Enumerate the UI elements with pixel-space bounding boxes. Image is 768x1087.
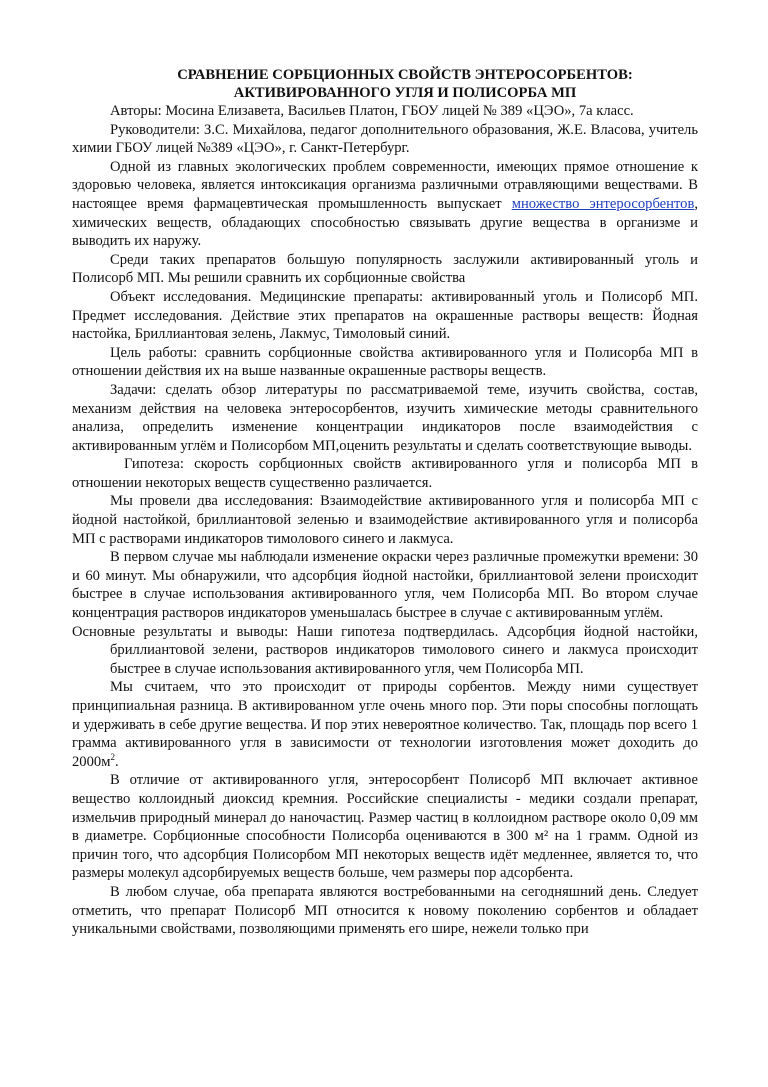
authors-paragraph: Авторы: Мосина Елизавета, Васильев Платон, ГБОУ лицей № 389 «ЦЭО», 7а класс. — [110, 103, 634, 119]
document-title-line-2: АКТИВИРОВАННОГО УГЛЯ И ПОЛИСОРБА МП — [233, 85, 577, 101]
polysorb-paragraph: В отличие от активированного угля, энтеросорбент Полисорб МП включает активное вещество коллоидный диоксид кремния. Российские специалисты - медики создали препарат, измельчив природный минерал до наночастиц. Размер частиц в коллоидном растворе около 0,09 мм в диаметре. Сорбционные способности Полисорба оцениваются в 300 м² на 1 грамм. Одной из причин того, что адсорбция Полисорбом МП некоторых веществ идёт медленнее, является то, что размеры молекул адсорбируемых веществ больше, чем размеры пор адсорбента. — [72, 772, 698, 882]
document-title-line-1: СРАВНЕНИЕ СОРБЦИОННЫХ СВОЙСТВ ЭНТЕРОСОРБЕНТОВ: — [177, 67, 633, 83]
results-paragraph: Основные результаты и выводы: Наши гипотеза подтвердилась. Адсорбция йодной настойки, бриллиантовой зелени, растворов индикаторов тимолового синего и лакмуса происходит быстрее в случае использования активированного угля, чем Полисорба МП. — [72, 623, 698, 677]
object-paragraph: Объект исследования. Медицинские препараты: активированный уголь и Полисорб МП. Предмет исследования. Действие этих препаратов на окрашенные растворы веществ: Йодная настойка, Бриллиантовая зелень, Лакмус, Тимоловый синий. — [72, 288, 698, 343]
intro-paragraph — [72, 158, 698, 251]
observations-paragraph: В первом случае мы наблюдали изменение окраски через различные промежутки времени: 30 и 60 минут. Мы обнаружили, что адсорбция йодной настойки, бриллиантовой зелени происходит быстрее в случае использования активированного угля, чем Полисорба МП. Во втором случае концентрация растворов индикаторов уменьшалась быстрее в случае с активированным углём. — [72, 549, 698, 622]
supervisors-paragraph: Руководители: З.С. Михайлова, педагог дополнительного образования, Ж.Е. Власова, учитель химии ГБОУ лицей №389 «ЦЭО», г. Санкт-Петербург. — [72, 121, 698, 157]
intro-text-start: Одной из главных экологических проблем современности, имеющих прямое отношение к здоровью человека, является интоксикация организма различными отравляющими веществами. В настоящее время фармацевтическая промышленность выпускает — [72, 158, 698, 212]
pores-text-end: . — [114, 753, 119, 770]
pores-text: Мы считаем, что это происходит от природы сорбентов. Между ними существует принципиальная разница. В активированном угле очень много пор. Эти поры способны поглощать и удерживать в себе другие вещества. И пор этих невероятное количество. Так, площадь пор всего 1 грамма активированного угля в зависимости от технологии изготовления может доходить до 2000м — [72, 679, 698, 770]
goal-paragraph: Цель работы: сравнить сорбционные свойства активированного угля и Полисорба МП в отношении действия их на выше названные окрашенные растворы веществ. — [72, 344, 698, 380]
intro-text-end: , химических веществ, обладающих способностью связывать другие вещества в организме и выводить их наружу. — [72, 195, 698, 250]
document-page — [72, 66, 698, 939]
tasks-paragraph: Задачи: сделать обзор литературы по рассматриваемой теме, изучить свойства, состав, механизм действия на человека энтеросорбентов, изучить химические методы сравнительного анализа, определить изменение концентрации индикаторов после взаимодействия с активированным углём и Полисорбом МП,оценить результаты и сделать соответствующие выводы. — [72, 381, 698, 454]
studies-paragraph: Мы провели два исследования: Взаимодействие активированного угля и полисорба МП с йодной настойкой, бриллиантовой зеленью и взаимодействие активированного угля и полисорба МП с растворами индикаторов тимолового синего и лакмуса. — [72, 493, 698, 547]
popularity-paragraph: Среди таких препаратов большую популярность заслужили активированный уголь и Полисорб МП. Мы решили сравнить их сорбционные свойства — [72, 251, 698, 287]
pores-paragraph — [72, 678, 698, 771]
area-exponent: 2 — [110, 751, 115, 762]
hypothesis-paragraph: Гипотеза: скорость сорбционных свойств активированного угля и полисорба МП в отношении некоторых веществ существенно различается. — [72, 456, 698, 491]
enterosorbents-link[interactable]: множество энтеросорбентов — [511, 195, 695, 212]
conclusion-paragraph: В любом случае, оба препарата являются востребованными на сегодняшний день. Следует отметить, что препарат Полисорб МП относится к новому поколению сорбентов и обладает уникальными свойствами, позволяющими применять его шире, нежели только при — [72, 883, 698, 938]
